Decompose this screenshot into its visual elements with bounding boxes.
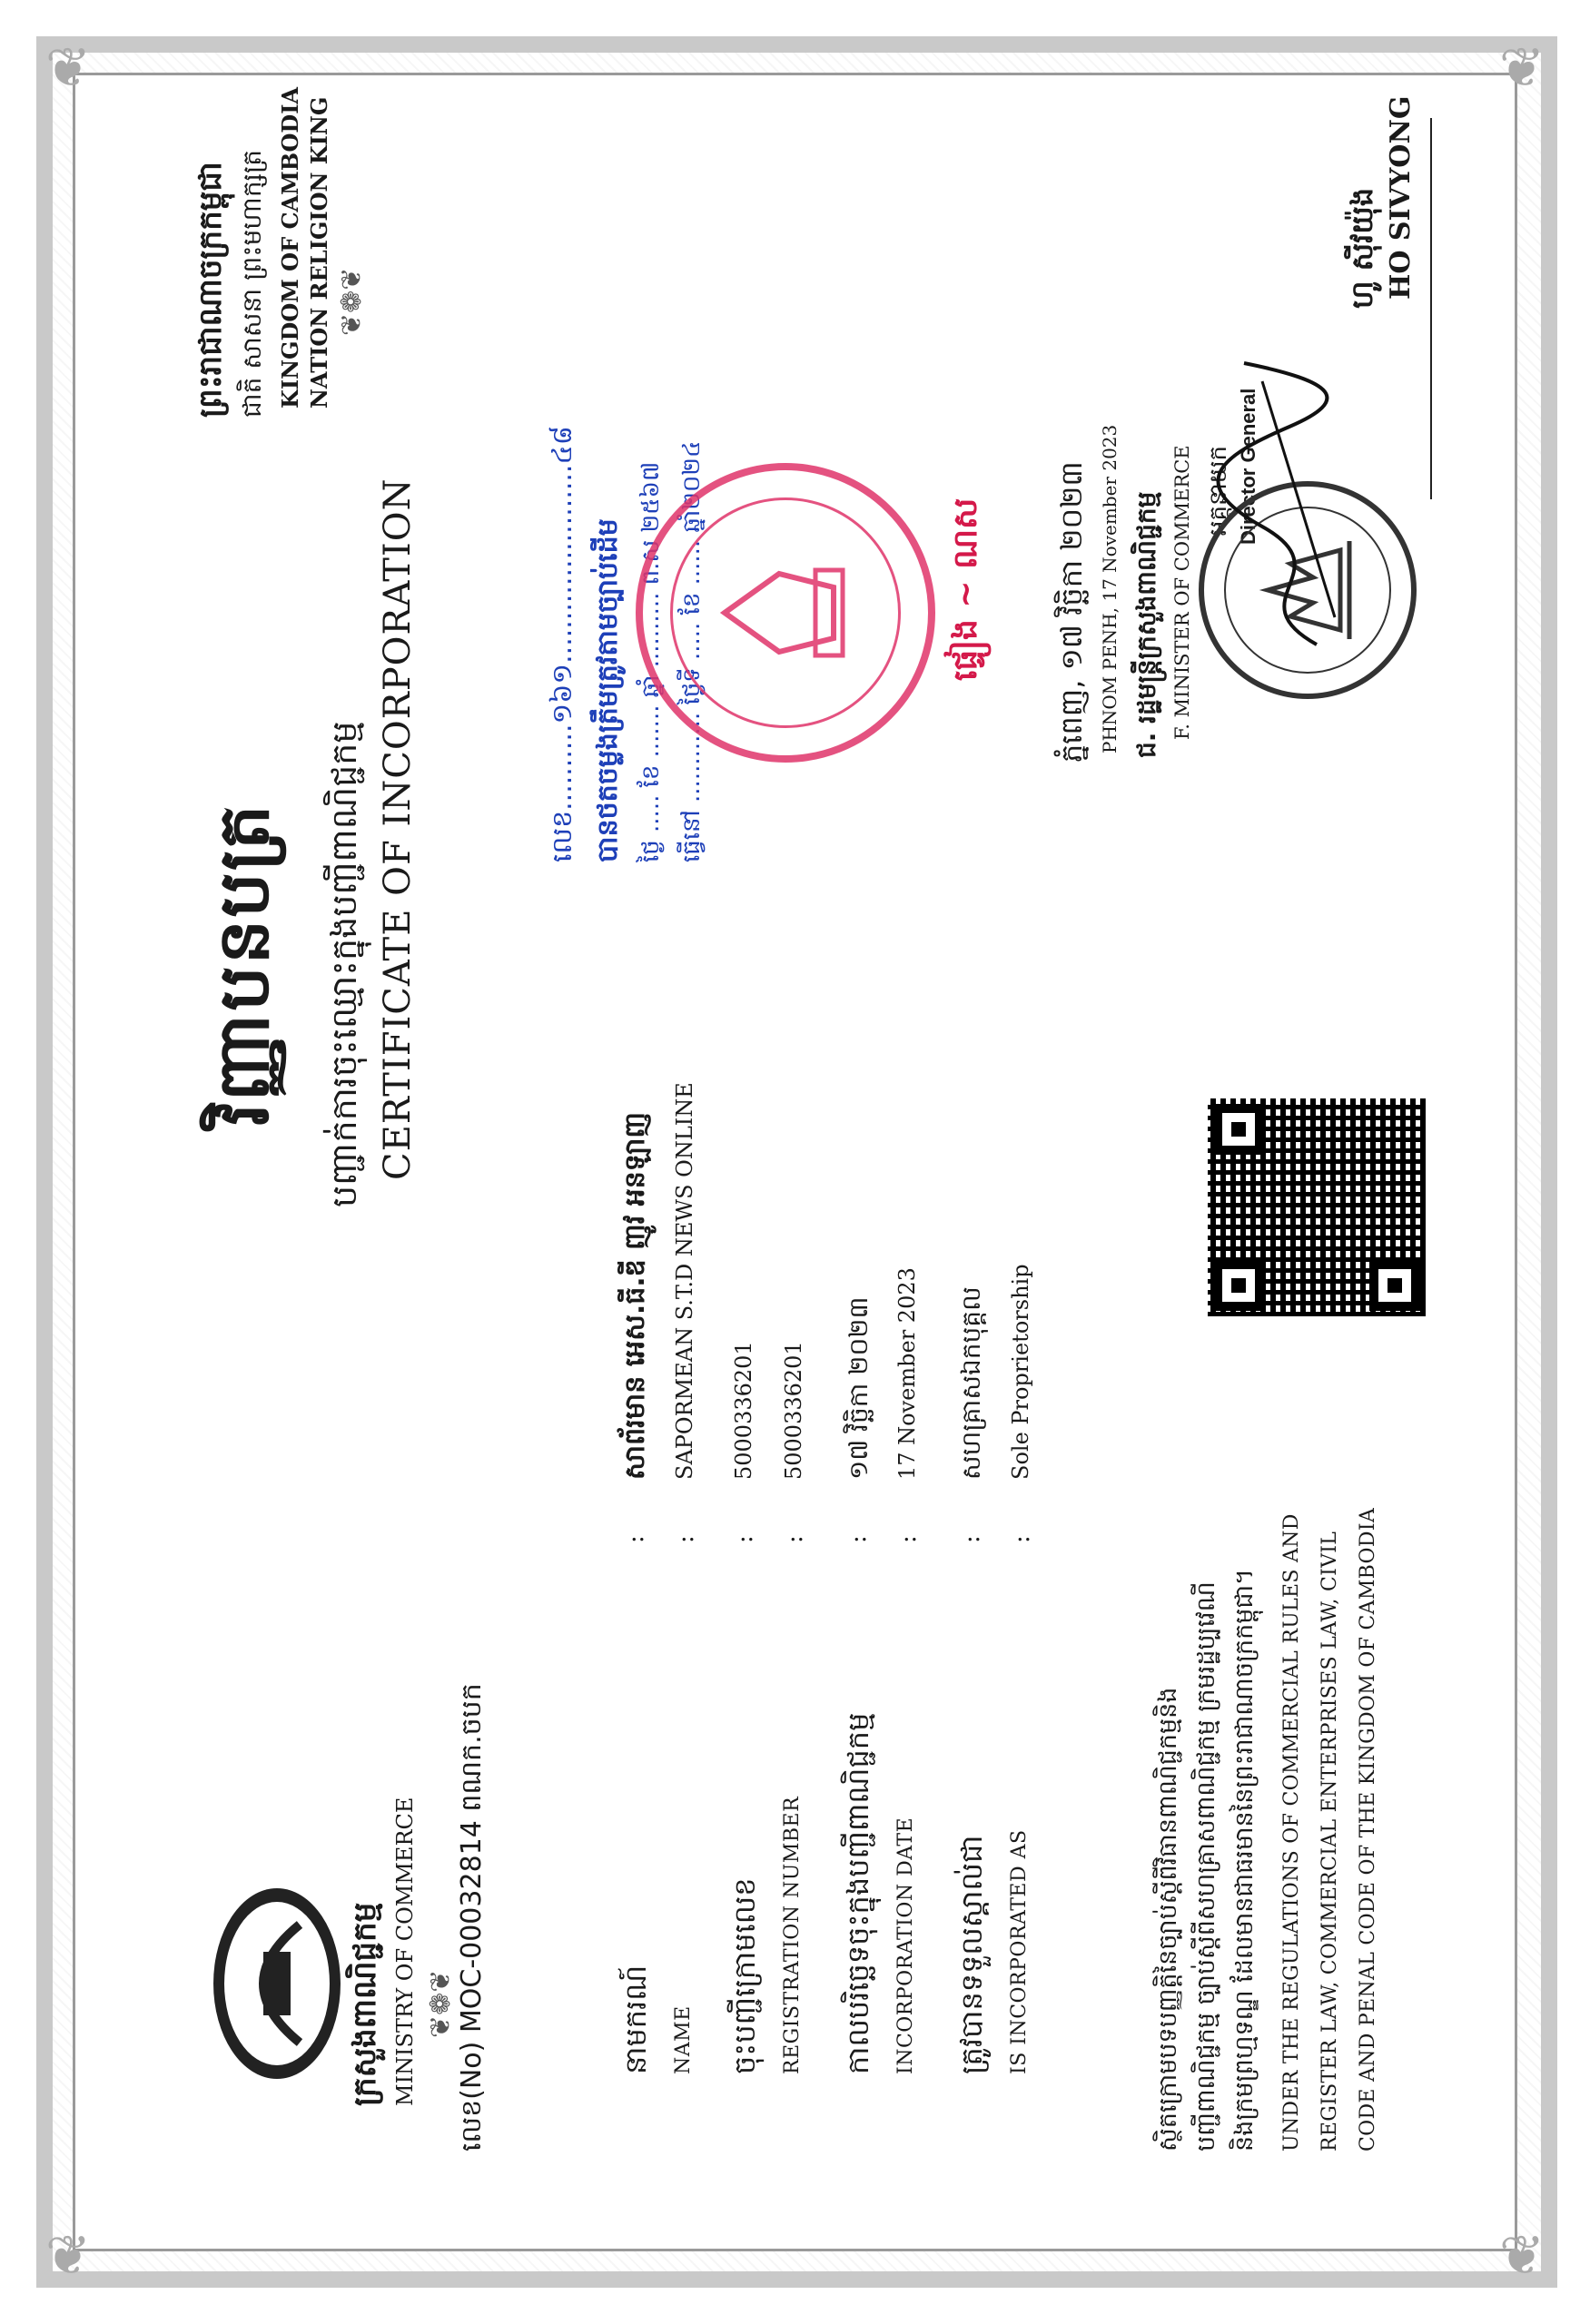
incorporated-as-label-en: IS INCORPORATED AS <box>1008 1829 1031 2074</box>
law-text-en-2: REGISTER LAW, COMMERCIAL ENTERPRISES LAW, CIVIL <box>1318 1531 1341 2152</box>
law-text-en-1: UNDER THE REGULATIONS OF COMMERCIAL RULES AND <box>1280 1513 1303 2152</box>
place-date-kh: ភ្នំពេញ, ១៧ វិច្ឆិកា ២០២៣ <box>1054 461 1089 763</box>
title-en: CERTIFICATE OF INCORPORATION <box>377 478 419 1180</box>
name-label-en: NAME <box>672 2005 695 2074</box>
colon: : <box>844 1535 872 1543</box>
ministry-name-kh: ក្រសួងពាណិជ្ជកម្ម <box>347 1902 383 2106</box>
motto-en: NATION RELIGION KING <box>306 96 332 409</box>
signatory-name-en: HO SIVYONG <box>1385 95 1417 300</box>
kingdom-name-en: KINGDOM OF CAMBODIA <box>277 86 303 409</box>
copy-stamp-certified: បានថតចម្លងត្រឹមត្រូវតាមច្បាប់ដើម <box>592 518 624 862</box>
incorporation-date-label-kh: កាលបរិច្ឆេទចុះក្នុងបញ្ជីពាណិជ្ជកម្ម <box>841 1712 875 2074</box>
reg-number-value-en: 5000336201 <box>781 1341 806 1480</box>
qr-code[interactable] <box>1208 1098 1426 1316</box>
incorporated-as-value-en: Sole Proprietorship <box>1008 1264 1033 1480</box>
incorporated-as-label-kh: ត្រូវបានទទួលស្គាល់ជា <box>954 1835 989 2074</box>
place-date-en: PHNOM PENH, 17 November 2023 <box>1099 424 1121 753</box>
kingdom-name-kh: ព្រះរាជាណាចក្រកម្ពុជា <box>193 162 229 418</box>
incorporation-date-value-en: 17 November 2023 <box>894 1267 920 1480</box>
colon: : <box>1008 1535 1035 1543</box>
reg-number-label-en: REGISTRATION NUMBER <box>781 1796 804 2074</box>
corner-ornament-icon: ❦ <box>1498 2224 1546 2288</box>
colon: : <box>622 1535 649 1543</box>
law-text-kh-3: និងក្រមព្រហ្មទណ្ឌ ដែលមានជាធរមាននៃព្រះរាជាណាចក្រកម្ពុជា។ <box>1230 1569 1259 2152</box>
ministry-logo <box>209 1879 345 2088</box>
colon: : <box>672 1535 699 1543</box>
divider-ornament-icon: ❦❁❦ <box>336 267 368 336</box>
colon: : <box>894 1535 922 1543</box>
for-minister-en: F. MINISTER OF COMMERCE <box>1171 445 1193 740</box>
motto-kh: ជាតិ សាសនា ព្រះមហាក្សត្រ <box>237 149 267 418</box>
for-minister-kh: ជ. រដ្ឋមន្ត្រីក្រសួងពាណិជ្ជកម្ម <box>1131 491 1161 758</box>
name-value-en: SAPORMEAN S.T.D NEWS ONLINE <box>672 1082 697 1480</box>
certificate-content <box>73 73 1517 2251</box>
reg-number-value-kh: 5000336201 <box>731 1341 756 1480</box>
divider-ornament-icon: ❦❁❦ <box>425 1969 457 2038</box>
law-text-kh-2: បញ្ជីពាណិជ្ជកម្ម ច្បាប់ស្តីពីសហគ្រាសពាណិជ្ជកម្ម ក្រមរដ្ឋប្បវេណី <box>1192 1581 1220 2152</box>
certificate-number: លេខ(No) MOC-00032814 ពណក.ចបក <box>456 1683 488 2152</box>
director-signature <box>1208 354 1353 654</box>
name-label-kh: នាមករណ៍ <box>618 1965 653 2074</box>
colon: : <box>731 1535 758 1543</box>
red-official-seal <box>636 463 935 763</box>
law-text-kh-1: ស្ថិតក្រោមបទបញ្ញត្តិនៃច្បាប់ស្តីពីវិធានពាណិជ្ជកម្មនិង <box>1154 1687 1182 2152</box>
copy-stamp-place: ធ្វើនៅ ............ ថ្ងៃទី ..... ខែ ...... ឆ្នាំ២០២៤ <box>678 440 706 862</box>
handwritten-verification: ផ្ទៀង ~ ណស <box>947 497 984 681</box>
copy-stamp-number: លេខ..........១៦១.......................៤៨ <box>547 426 578 862</box>
name-value-kh: សាព័រមាន អេស.ធី.ឌី ញូវ អនឡាញ <box>619 1112 651 1480</box>
corner-ornament-icon: ❦ <box>44 36 92 100</box>
director-general-kh: អគ្គនាយក <box>1205 445 1232 536</box>
colon: : <box>958 1535 985 1543</box>
director-general-en: Director General <box>1237 388 1259 545</box>
signatory-name-kh: ហូ ស៊ីវយ៉ុង <box>1345 187 1379 309</box>
colon: : <box>781 1535 808 1543</box>
incorporation-date-label-en: INCORPORATION DATE <box>894 1817 917 2074</box>
signature-line <box>1430 118 1432 499</box>
subtitle-kh: បញ្ជាក់ការចុះឈ្មោះក្នុងបញ្ជីពាណិជ្ជកម្ម <box>324 721 364 1207</box>
corner-ornament-icon: ❦ <box>44 2224 92 2288</box>
corner-ornament-icon: ❦ <box>1498 36 1546 100</box>
copy-stamp-date: ថ្ងៃ ..... ខែ ....... ឆ្នាំ .......... ព.ស ២៥៦៧ <box>637 461 665 862</box>
title-kh: វិញ្ញាបនបត្រ <box>203 803 285 1126</box>
ministry-name-en: MINISTRY OF COMMERCE <box>392 1797 418 2106</box>
incorporated-as-value-kh: សហគ្រាសឯកបុគ្គល <box>956 1286 986 1480</box>
law-text-en-3: CODE AND PENAL CODE OF THE KINGDOM OF CAMBODIA <box>1357 1507 1379 2152</box>
incorporation-date-value-kh: ១៧ វិច្ឆិកា ២០២៣ <box>844 1296 874 1480</box>
reg-number-label-kh: ចុះបញ្ជីក្រោមលេខ <box>727 1877 762 2074</box>
